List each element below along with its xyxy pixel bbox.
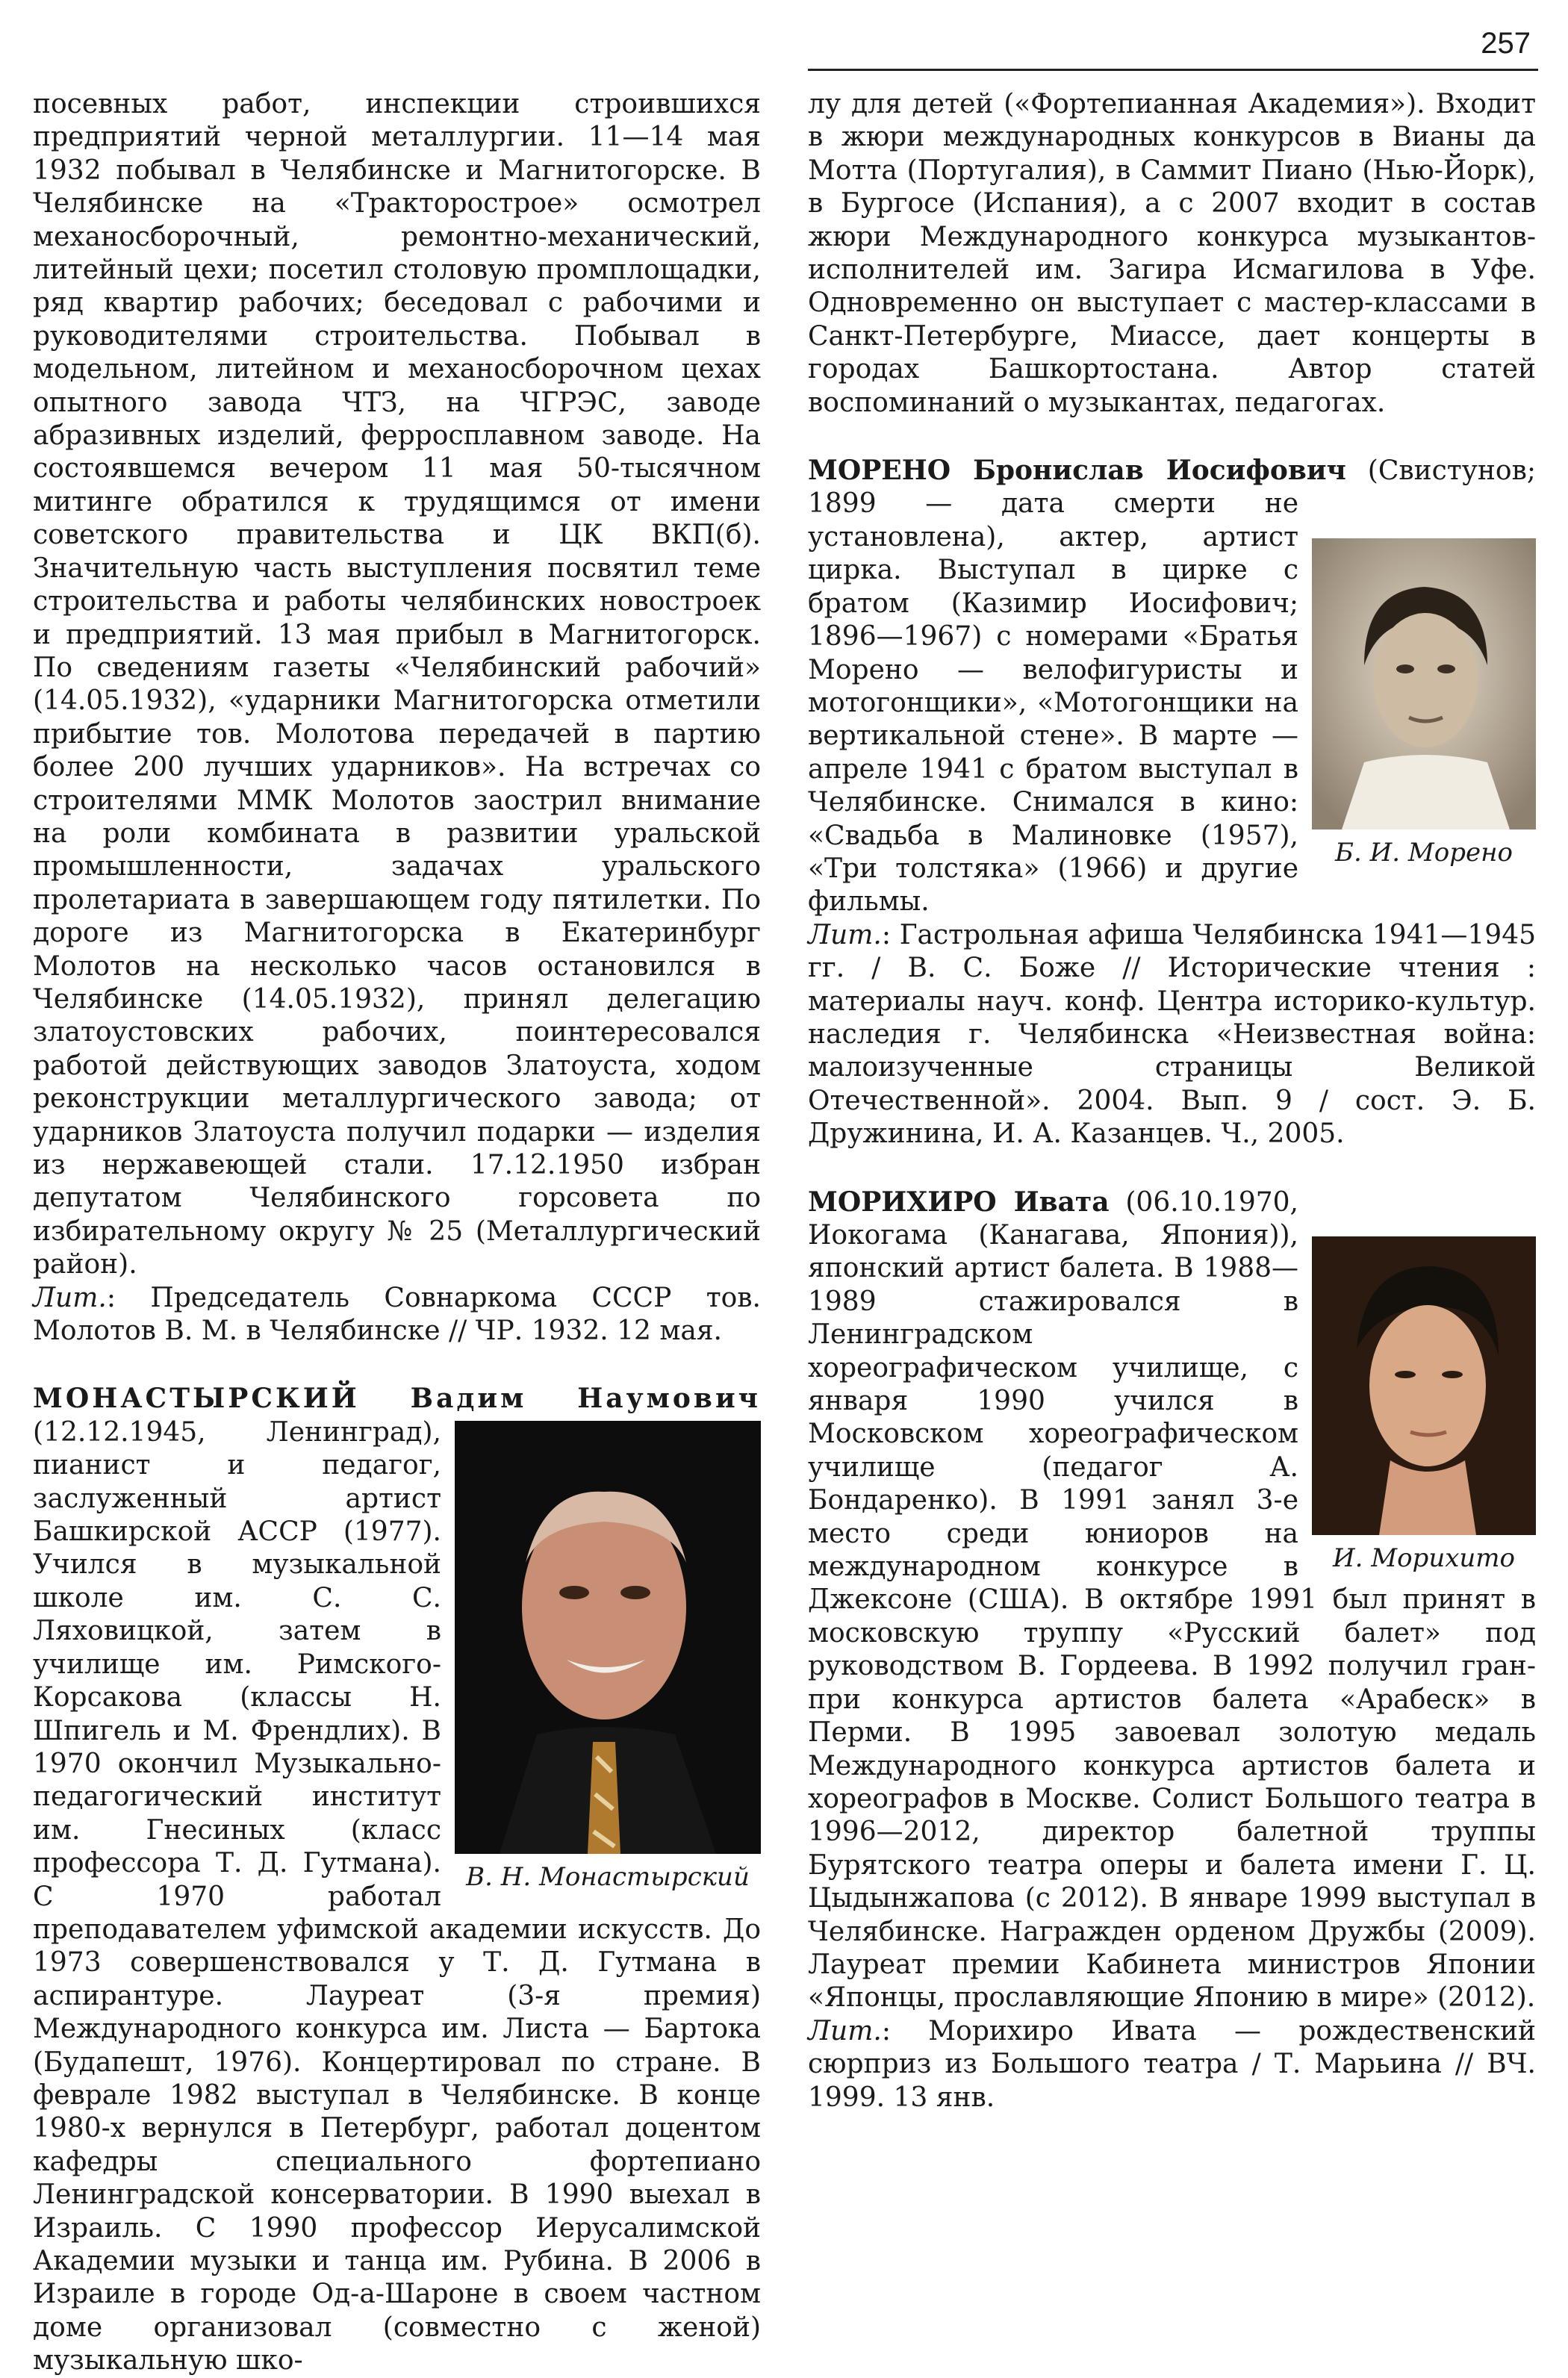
molotov-continuation-text: посевных работ, инспекции строившихся предприятий черной металлургии. 11—14 мая 1932 побывал в Челябинске и Магнитогорске. В Челябинске на «Тракторострое» осмотрел механосборочный, ремонтно-механический, литейный цехи; посетил столовую промплощадки, ряд квартир рабочих; беседовал с рабочими и руководителями строительства. Побывал в модельном, литейном и механосборочном цехах опытного завода ЧТЗ, на ЧГРЭС, заводе абразивных изделий, ферросплавном заводе. На состоявшемся вечером 11 мая 50-тысячном митинге обратился к трудящимся от имени советского правительства и ЦК ВКП(б). Значительную часть выступления посвятил теме строительства и работы челябинских новостроек и предприятий. 13 мая прибыл в Магнитогорск. По сведениям газеты «Челябинский рабочий» (14.05.1932), «ударники Магнитогорска отметили прибытие тов. Молотова передачей в партию более 200 лучших ударников». На встречах со строителями ММК Молотов заострил внимание на роли комбината в развитии уральской промышленности, задачах уральского пролетариата в завершающем году пятилетки. По дороге из Магнитогорска в Екатеринбург Молотов на несколько часов остановился в Челябинске (14.05.1932), принял делегацию златоустовских рабочих, поинтересовался работой действующих заводов Златоуста, ходом реконструкции металлургического завода; от ударников Златоуста получил подарки — изделия из нержавеющей стали. 17.12.1950 избран депутатом Челябинского горсовета по избирательному округу № 25 (Металлургический район). [33,89,761,1280]
literature-text: : Гастрольная афиша Челябинска 1941—1945 гг. / В. С. Боже // Исторические чтения : материалы науч. конф. Центра историко-культур. наследия г. Челябинска «Неизвестная война: малоизученные страницы Великой Отечественной». 2004. Вып. 9 / сост. Э. Б. Дружинина, И. А. Казанцев. Ч., 2005. [808,919,1536,1150]
entry-morihiro [808,1186,1536,2015]
entry-monastyrsky [33,1382,761,2377]
molotov-continuation [33,88,761,1282]
entry-text: (Свистунов; 1899 — дата смерти не установлена), актер, артист цирка. Выступал в цирке с братом (Казимир Иосифович; 1896—1967) с номерами «Братья Морено — велофигуристы и мотогонщики», «Мотогонщики на вертикальной стене». В марте — апреле 1941 с братом выступал в Челябинске. Снимался в кино: «Свадьба в Малиновке (1957), «Три толстяка» (1966) и другие фильмы. [808,455,1536,918]
literature-label: Лит. [808,919,882,950]
literature-label: Лит. [808,2015,882,2046]
header-rule [808,69,1538,71]
portrait-photo-monastyrsky [455,1421,761,1854]
portrait-photo-morihiro [1312,1236,1536,1535]
photo-caption-morihiro: И. Морихито [1333,1543,1515,1573]
monastyrsky-figure [455,1421,761,1896]
literature-text: : Председатель Совнаркома СССР тов. Молотов В. М. в Челябинске // ЧР. 1932. 12 мая. [33,1282,761,1347]
literature-label: Лит. [33,1282,107,1313]
molotov-literature [33,1282,761,1348]
portrait-photo-moreno [1312,538,1536,830]
moreno-literature [808,919,1536,1151]
morihiro-literature [808,2015,1536,2114]
entry-name: МОРЕНО Бронислав Иосифович [808,455,1346,487]
entry-name: МОНАСТЫРСКИЙ Вадим Наумович [33,1383,761,1415]
photo-caption-monastyrsky: В. Н. Монастырский [466,1861,750,1892]
monastyrsky-continuation [808,88,1536,420]
monastyrsky-continuation-text: лу для детей («Фортепианная Академия»). Входит в жюри международных конкурсов в Вианы да Мотта (Португалия), в Саммит Пиано (Нью-Йорк), в Бургосе (Испания), а с 2007 входит в состав жюри Международного конкурса музыкантов-исполнителей им. Загира Исмагилова в Уфе. Одновременно он выступает с мастер-классами в Санкт-Петербурге, Миассе, дает концерты в городах Башкортостана. Автор статей воспоминаний о музыкантах, педагогах. [808,89,1536,418]
entry-text: (12.12.1945, Ленинград), пианист и педагог, заслуженный артист Башкирской АССР (1977). Учился в музыкальной школе им. С. С. Ляховицкой, затем в училище им. Римского-Корсакова (классы Н. Шпигель и М. Френдлих). В 1970 окончил Музыкально-педагогический институт им. Гнесиных (класс профессора Т. Д. Гутмана). С 1970 работал преподавателем уфимской академии искусств. До 1973 совершенствовался у Т. Д. Гутмана в аспирантуре. Лауреат (3-я премия) Международного конкурса им. Листа — Бартока (Будапешт, 1976). Концертировал по стране. В феврале 1982 выступал в Челябинске. В конце 1980-х вернулся в Петербург, работал доцентом кафедры специального фортепиано Ленинградской консерватории. В 1990 выехал в Израиль. С 1990 профессор Иерусалимской Академии музыки и танца им. Рубина. В 2006 в Израиле в городе Од-а-Шароне в своем частном доме организовал (совместно с женой) музыкальную шко- [33,1416,761,2377]
morihiro-figure [1312,1236,1536,1577]
literature-text: : Морихиро Ивата — рождественский сюрприз из Большого театра / Т. Марьина // ВЧ. 1999. 13 янв. [808,2015,1536,2113]
entry-name: МОРИХИРО Ивата [808,1186,1110,1218]
left-column [33,88,761,2378]
moreno-figure [1312,538,1536,871]
photo-caption-moreno: Б. И. Морено [1335,838,1513,868]
entry-moreno [808,454,1536,919]
right-column [808,88,1536,2114]
page-number: 257 [1481,27,1531,60]
entry-text: (06.10.1970, Иокогама (Канагава, Япония)), японский артист балета. В 1988—1989 стажировался в Ленинградском хореографическом училище, с января 1990 учился в Московском хореографическом училище (педагог А. Бондаренко). В 1991 занял 3-е место среди юниоров на международном конкурсе в Джексоне (США). В октябре 1991 был принят в московскую труппу «Русский балет» под руководством В. Гордеева. В 1992 получил гран-при конкурса артистов балета «Арабеск» в Перми. В 1995 завоевал золотую медаль Международного конкурса артистов балета и хореографов в Москве. Солист Большого театра в 1996—2012, директор балетной труппы Бурятского театра оперы и балета имени Г. Ц. Цыдынжапова (с 2012). В январе 1999 выступал в Челябинске. Награжден орденом Дружбы (2009). Лауреат премии Кабинета министров Японии «Японцы, прославляющие Японию в мире» (2012). [808,1186,1536,2014]
